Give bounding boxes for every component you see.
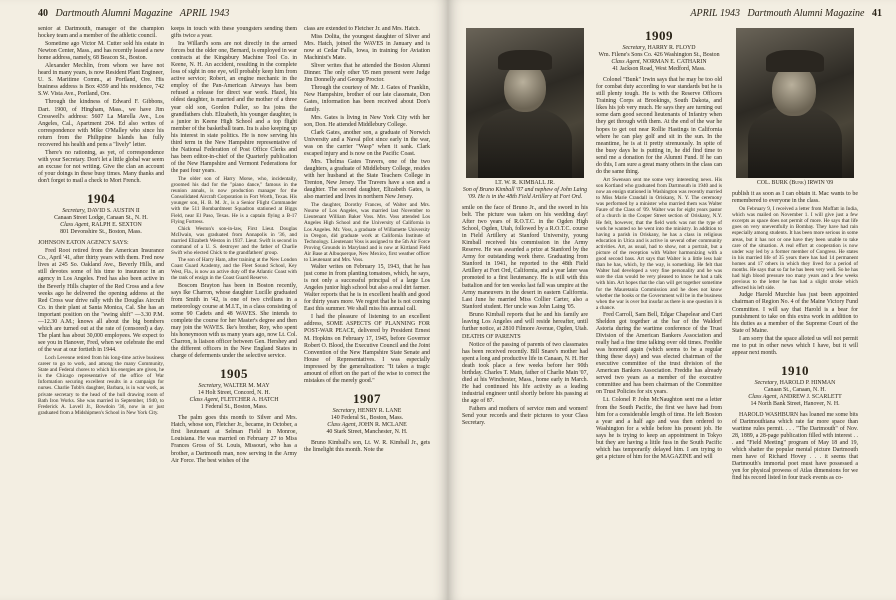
secretary-name: DAVID S. AUSTIN II (87, 208, 140, 215)
agent-address: 41 Jackson Road, West Medford, Mass. (612, 66, 706, 73)
paragraph: HAROLD WASHBURN has loaned me some bits of Dartmouthiana which rate far more space than wartime rules permit. . . . "The Dartmouth" of Nov. 28, 1889, a 28-page publication filled with interest . . . and "Field Meeting" program of May 18 and 19, which shatter the popular mental picture Dartmouth men have of Richard Hovey . . . it seems that Dartmouth's immortal poet must have possessed a yen for physical prowess of Atlas dimensions for we find his record listed in four track events as co- (732, 412, 858, 482)
right-running-head (690, 8, 882, 19)
right-issue-date: APRIL 1943 (690, 8, 740, 19)
secretary-label: Secretary, (332, 407, 357, 414)
agent-line (171, 397, 297, 404)
agent-address: 801 Devonshire St., Boston, Mass. (60, 229, 142, 236)
right-page-number: 41 (872, 8, 882, 19)
agent-label: Class Agent, (60, 222, 90, 229)
photo-caption (462, 180, 588, 201)
agent-name: JOHN R. MCLANE (358, 421, 407, 428)
paragraph: Colonel "Bunk" Irwin says that he may be too old for combat duty according to war standards but he is still plenty tough. He is with the Reserve Officers Training Corps at Brookings, South Dakota, and likes his job very much. He says they are turning out some darn good second lieutenants of Infantry when they get through with them. At the end of the war he hopes to get out near Rollie Hastings in California where he can play golf and sit in the sun. In the meantime, he is at it pretty strenuously. In spite of the busy days he is putting in, he did find time to send me a donation for the Alumni Fund. If he can do this, I am sure a great many others in the class can do the same thing. (596, 77, 722, 175)
agent-label: Class Agent, (748, 393, 778, 400)
secretary-name: HAROLD P. HINMAN (779, 379, 836, 386)
fine-print-paragraph: The son of Harry Ham, after training at the New London Coast Guard Academy, and the Fleet Sound School, Key West, Fla., is now an active duty off the Atlantic Coast with the rank of ensign in the Coast Guard Reserve. (171, 257, 297, 282)
paragraph: smile on the face of Bruno Jr., and the sword in his belt. The picture was taken on his wedding day! After two years of R.O.T.C. in the Ogden High School, Ogden, Utah, followed by a R.O.T.C. course in Field Artillery at Stanford University, young Kimball received his commission in the Army Reserve. He was awarded a prize at Stanford by the Army for outstanding work there. Graduating from Stanford in 1941, he reported to the 48th Field Artillery at Fort Ord, California, and a year later was promoted to a first lieutenancy. He is still with this battalion and for ten weeks last fall was umpire at the Army maneuvers in the desert in eastern California. Last June he married Miss Collier Carter, also a Stanford student. Her uncle was John Laing '05. (462, 205, 588, 310)
fine-print-paragraph: Art Swenson sent me some very interesting news. His son Kortland who graduated from Dartmouth in 1940 and is now an ensign stationed in Washington was recently married to Miss Marie Crandall in Oriskany, N. Y. The ceremony was performed by a minister who married them was Walter Faure of the Class of '09. Walter was for eight years pastor of a church in the Cooper Street section of Oriskany, N.Y. He felt, however, that the field work was not the type of work he wanted so he went into the ministry. In addition to having a parish in Oriskany, he has a class in religious education in Utica and is active in several other community activities. Art, as usual, had to show, not a portrait, but a picture of the reception with Walter harmonizing with a good second bass. Art says that Walter is a little less hair than he has, which, by the way, is something. He felt that Walter had developed a very fine personality and he was sure the clan would be very pleased to know he had a talk with him. Art hopes that the clan will get together sometime for the Mauretania Commission and he does not know whether the books or the Government will be in the business when the war is over but insofar as there is one question it is a chance. (596, 176, 722, 311)
secretary-line (171, 383, 297, 390)
paragraph: Alexander Mechlin, from whom we have not heard in many years, is now Resident Plant Engineer, U. S. Maritime Comm., at Portland, Ore. His business address is Box 4359 and his residence, 742 S.W. Vista Ave., Portland, Ore. (38, 63, 164, 98)
secretary-label: Secretary, (62, 208, 86, 215)
class-year-heading: 1907 (353, 390, 381, 406)
agent-name: RALPH E. SEXTON (91, 222, 142, 229)
fine-print-paragraph: Loch Levenne retired from his long-time active business career to go to work, and among the many Community, State and Federal chores to which his energies are given, he is the Chicago representative of the office of War Information securing excellent results in a campaign for nurses. Charlie Tobb's daughter, Barbara, is in war work, as private secretary to the head of the hull drawing room of Bath Iron Works. She was married in September, 1940, to Frederick A. Lovell Jr., Bowdoin '36, now in or just graduated from a Midshipmen's School in New York City. (38, 354, 164, 416)
right-column-1 (462, 26, 588, 594)
deaths-heading: DEATHS OF PARENTS (462, 333, 521, 340)
paragraph: Fred Carroll, Sam Bell, Edgar Chapelear and Curt Sheldon got together at the bar of the Waldorf Astoria during the wartime conference of the Trust Division of the American Bankers Association and really had a fine time talking over old times. Freddie was honored again (which seems to be a regular thing these days) and was elected chairman of the executive committee of the trust division of the American Bankers Association. Freddie has already served two years as a member of the executive committee and has been chairman of the Committee on Trust Policies for six years. (596, 311, 722, 396)
left-page-number: 40 (38, 8, 48, 19)
left-column-2 (171, 26, 297, 594)
caption-text: Son of Bruno Kimball '07 and nephew of John Laing '09. He is in the 48th Field Artillery at Fort Ord. (462, 187, 588, 200)
paragraph: Mrs. Gates is living in New York City with her son, Don. He attended Middlebury College. (304, 114, 430, 128)
left-magazine-title: Dartmouth Alumni Magazine (55, 8, 173, 19)
secretary-label: Secretary, (622, 45, 646, 51)
paragraph: Fathers and mothers of service men and women! Send your records and their pictures to your Class Secretary. (462, 406, 588, 427)
paragraph: The palm goes this month to Silver and Mrs. Hatch, whose son, Fletcher Jr., became, in October, a first lieutenant at Selman Field in Monroe, Louisiana. He was married on February 27 to Miss Frances Gross of St. Louis, Missouri, who has a brother, a Dartmouth man, now serving in the Army Air Force. The best wishes of the (171, 415, 297, 464)
paragraph: Bruno Kimball reports that he and his family are leaving Los Angeles and will reside hereafter, until further notice, at 2810 Filmore Avenue, Ogden, Utah. (462, 311, 588, 332)
agency-heading: JOHNSON EATON AGENCY SAYS: (38, 240, 129, 247)
paragraph: Lt. Colonel P. John McNaughton sent me a letter from the South Pacific, the first we have had from him for a considerable length of time. He left Boston a year and a half ago and was then ordered to Washington for a while before his present job. He says he is trying to keep an appointment in Tokyo but they are having a little fuss in the South Pacific which has temporarily delayed him. I am trying to get a picture of him for the MAGAZINE and will (596, 397, 722, 460)
paragraph: Mrs. Thelma Gates Travers, one of the two daughters, a graduate of Middlebury College, resides with her husband at the State Teachers College in Trenton, New Jersey. The Travers have a son and a daughter. The second daughter, Elizabeth Gates, is also married and lives in northern New Jersey. (304, 158, 430, 201)
secretary-address: 140 Federal St., Boston, Mass. (330, 414, 404, 421)
secretary-address: Canaan Street Lodge, Canaan St., N. H. (54, 215, 148, 222)
agent-address: 40 Stark Street, Manchester, N. H. (326, 429, 408, 435)
agent-name: ANDREW J. SCARLETT (779, 393, 842, 400)
paragraph: Notice of the passing of parents of two classmates has been received recently. Bill Snare's mother had spent a long and productive life in Canaan, N. H. Her death took place a few weeks before her 90th birthday. Charles T. Main, father of Charlie Main '07, died at his Winchester, Mass., home early in March. He had continued his life activity as a leading industrial engineer until shortly before his passing at the age of 87. (462, 341, 588, 405)
paragraph: I am sorry that the space alloted us will not permit me to put in other news which I have, but it will appear next month. (732, 335, 858, 356)
agent-address: 1 Federal St., Boston, Mass. (200, 404, 268, 411)
secretary-label: Secretary, (754, 379, 779, 386)
paragraph: Bruno Kimball's son, Lt. W. R. Kimball Jr., gets the limelight this month. Note the (304, 440, 430, 454)
fine-print-paragraph: On February 9, I received a letter from Moffatt in India, which was mailed on November 1. I will give just a few excerpts as space does not permit of more. He says that life goes on very uneventfully in Bombay. They have had rain especially among students. It has been more serious in some areas, but it has not or one have they been unable to take care of the situation. A real effort at cooperation is now under way led by a former member of Congress. He states in his married life of 35 years there has had 14 permanent homes and 17 others in which they lived for a period of months. He says that so far he has been very well. So he has had high blood pressure too many years and a few weeks previous to the letter he has had a slight stroke which affected his left side. (732, 206, 858, 292)
paragraph: Through the courtesy of Mr. J. Gates of Franklin, New Hampshire, brother of our late classmate, Don Gates, information has been received about Don's family. (304, 85, 430, 113)
paragraph: Fred Root retired from the American Insurance Co., April '41, after thirty years with them. Fred now lives at 245 So. Oakland Ave., Beverly Hills, and still devotes some of his time to insurance in an agency in Los Angeles. Fred has also been active in the Beverly Hills chapter of the Red Cross and a few weeks ago he delivered the opening address at the Red Cross war drive rally with the Douglas Aircraft Co. in their plant at Santa Monica, Cal. She has an important position on the "swing shift" —3.30 P.M.—12.30 A.M.; knows all about the big bombers which are turned out at the rate of (censored) a day. The plant has about 30,000 employees. We expect to see you in Hanover, Fred, when we celebrate the end of the war at our fortieth in 1944. (38, 248, 164, 353)
secretary-line (596, 45, 722, 52)
paragraph: class are extended to Fletcher Jr. and Mrs. Hatch. (304, 26, 420, 32)
paragraph: Sliver writes that he attended the Boston Alumni Dinner. The only other '05 men present were Judge Jim Donnelly and George Proctor. (304, 63, 430, 84)
paragraph: Through the kindness of Edward F. Gibbons, Dart. 1900, of Hingham, Mass., we have Jim Cresswell's address: 5607 La Marella Ave., Los Angeles, Cal., Apartment 204. Ed also writes of correspondence with Mike O'Malley who since his return from the Philippine Islands has fully recovered his health and pens a "lively" letter. (38, 99, 164, 148)
agent-address: 14 North Bank Street, Hanover, N. H. (750, 400, 840, 407)
irwin-portrait-photo (736, 28, 854, 178)
left-issue-date: APRIL 1943 (179, 8, 230, 19)
fine-print-paragraph: The older son of Harry Morse, who, incidentally, groomed his dad for the "piano dance," famous in the reunion annals, is now production manager for the Consolidated Aircraft Corporation in Fort Worth, Texas. His younger son, H. B. M. Jr., is a Senior Flight Commander with the 511 Bombardment Squadron stationed at Biggs Field, near El Paso, Texas. He is a captain flying a B-17 Flying Fortress. (171, 175, 297, 225)
agent-line (38, 222, 164, 229)
paragraph: I had the pleasure of listening to an excellent address, SOME ASPECTS OF PLANNING FOR POST-WAR PEACE, delivered by President Ernest M. Hopkins on February 17, 1945, before Governor Robert O. Blood, the Executive Council and the Joint Convention of the New Hampshire State Senate and House of Representatives. I was especially impressed by the generalization: "It takes a tragic amount of effort on the part of the wise to correct the mistakes of the merely good." (304, 314, 430, 384)
agent-label: Class Agent, (189, 397, 220, 404)
paragraph: publish it as soon as I can obtain it. Mac wants to be remembered to everyone in the class. (732, 191, 858, 205)
right-column-2 (596, 26, 722, 594)
caption-name: LT. W. R. KIMBALL JR. (495, 180, 555, 186)
class-year-heading: 1910 (781, 362, 809, 378)
secretary-address: Canaan St., Canaan, N. H. (763, 386, 826, 393)
fine-print-paragraph: Chick Weston's son-in-law, First Lieut. Douglas McIlwain, was graduated from Annapolis in '36, and married Elizabeth Weston in 1937. Lieut. Swift is second in command of a U. S. destroyer and the father of Charlie Swift who elected Chick to the grandfathers' group. (171, 225, 297, 257)
agent-line (732, 394, 858, 401)
caption-text: COL. BURK (Bunk) IRWIN '09 (756, 180, 834, 186)
agent-line (304, 422, 430, 429)
paragraph: Boscom Brayton has been in Boston recently, says Ike Charron, whose daughter Lucille graduated from Smith in '42, is one of two civilians in a meteorology course at M.I.T., in a class consisting of some 90 Cadets and 48 WAVES. She intends to complete the course for her Master's degree and then may join the WAVES. Ike's brother, Roy, who spent his honeymoon with us many years ago, now Lt. Col. Charron, is liaison officer between Gen. Hershey and the different officers in the New England States in charge of deferments under the selective service. (171, 282, 297, 360)
secretary-address: 14 Holt Street, Concord, N. H. (197, 390, 271, 397)
secretary-line (38, 208, 164, 215)
secretary-name: HENRY R. LANE (357, 407, 402, 414)
right-column-3 (732, 26, 858, 594)
agent-label: Class Agent, (611, 59, 642, 66)
paragraph: Ira Willard's sons are not directly in the armed forces but the older one, Bernard, is employed in war contracts at the Kingsbury Machine Tool Co. in Keene, N. H. An accident, resulting in the complete loss of sight in one eye, will probably keep him from active service; Robert, an engine mechanic in the employ of the Pan-American Airways has been refused a release for direct war work. Hazel, his oldest daughter, is married and the mother of a three year old son, Gordon Fuller, so Ira joins the grandfathers club. Elizabeth, his younger daughter, is a junior in Keene High School and a top flight member of the basketball team. Ira is also keeping up his interest in state politics. He is now serving his third term in the New Hampshire representative of the National Federation of Post Office Clerks and has been editor-in-chief of the Quarterly publication of the New Hampshire and Vermont Federations for the past four years. (171, 41, 297, 174)
kimball-portrait-photo (466, 28, 584, 178)
right-page (448, 0, 896, 600)
paragraph: Miss Dolita, the youngest daughter of Sliver and Mrs. Hatch, joined the WAVES in January and is now at Cedar Falls, Iowa, in training for Aviation Machinist's Mate. (304, 34, 430, 62)
agent-name: NORMAN E. CATHARIN (642, 59, 707, 66)
left-column-1 (38, 26, 164, 594)
paragraph: Sometime ago Victor M. Cutter sold his estate in Newton Center, Mass., and has recently leased a new home address, namely, 68 Beacon St., Boston. (38, 41, 164, 62)
right-magazine-title: Dartmouth Alumni Magazine (747, 8, 865, 19)
paragraph: There's no rationing, as yet, of correspondence with your Secretary. Don't let a little global war seem an excuse for not writing. Give the clan an account of your doings in these busy times. Many thanks and don't forget to mail a check to Mort French. (38, 149, 164, 184)
fine-print-paragraph: The daughter, Dorothy Frances, of Walter and Mrs. Nourse of Los Angeles, was married last November to Lieutenant William Baker Voss. Mrs. Voss attended Los Angeles High School and the University of California in Los Angeles. Mr. Voss, a graduate of Willamette University in Oregon, did graduate work at California Institute of Technology. Lieutenant Voss is assigned to the 5th Air Force Proving Grounds in Maryland and is now at Kirtland Field Air Base at Albuquerque, New Mexico, first weather officer to Lieutenant and Mrs. Voss. (304, 202, 430, 263)
class-year-heading: 1904 (87, 191, 115, 207)
agent-label: Class Agent, (327, 421, 357, 428)
secretary-line (304, 408, 430, 415)
secretary-line (732, 380, 858, 387)
paragraph: keeps in touch with these youngsters sending them gifts twice a year. (171, 26, 297, 40)
left-column-3 (304, 26, 430, 594)
agent-name: FLETCHER A. HATCH (220, 397, 279, 404)
paragraph: Judge Harold Murchie has just been appointed chairman of Region No. 4 of the Maine Victory Fund Committee. I will say that Harold is a bear for punishment to take on this extra work in addition to his duties as a member of the Supreme Court of the State of Maine. (732, 292, 858, 334)
left-running-head (38, 8, 229, 19)
secretary-address: Wm. Filene's Sons Co. 426 Washington St., Boston (598, 52, 720, 59)
paragraph: Walter writes on February 15, 1943, that he has just come in from planting tomatoes, which, he says, is not only a successful principal of a large Los Angeles junior high school but also a real dirt farmer. Walter reports that he is in excellent health and good for thirty years more. We regret that he is not coming East this summer. We shall miss his annual call. (304, 264, 430, 313)
secretary-label: Secretary, (198, 383, 222, 390)
class-year-heading: 1909 (645, 28, 673, 43)
paragraph: senior at Dartmouth, manager of the champion hockey team and a member of the athletic council. (38, 26, 164, 40)
paragraph: Clark Gates, another son, a graduate of Norwich University and a Naval pilot since early in the war, was on the carrier "Wasp" when it sank. Clark escaped injury and is now on the Pacific Coast. (304, 129, 430, 157)
class-year-heading: 1905 (220, 366, 248, 382)
secretary-name: HARRY R. FLOYD (647, 45, 696, 51)
photo-caption (732, 180, 858, 187)
secretary-name: WALTER M. MAY (223, 383, 270, 390)
